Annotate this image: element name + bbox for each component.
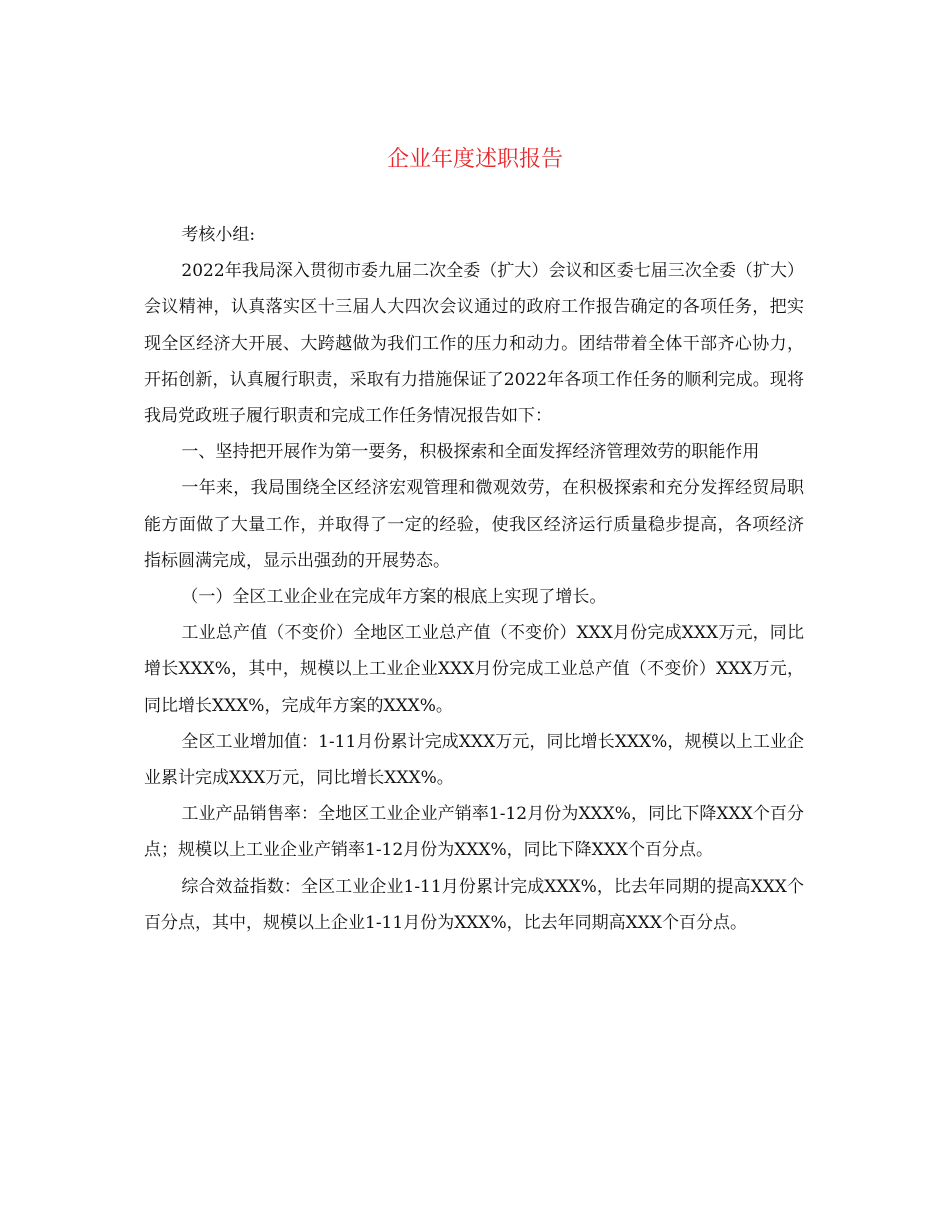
sales-rate-paragraph: 工业产品销售率：全地区工业企业产销率1-12月份为XXX%，同比下降XXX个百分点；规模以上工业企业产销率1-12月份为XXX%，同比下降XXX个百分点。 bbox=[144, 804, 804, 861]
salutation-paragraph: 考核小组: bbox=[181, 225, 256, 245]
efficiency-index-paragraph: 综合效益指数：全区工业企业1-11月份累计完成XXX%，比去年同期的提高XXX个百分点，其中，规模以上企业1-11月份为XXX%，比去年同期高XXX个百分点。 bbox=[144, 876, 804, 933]
section-heading-1: 一、坚持把开展作为第一要务，积极探索和全面发挥经济管理效劳的职能作用 bbox=[181, 442, 760, 463]
document-body bbox=[144, 217, 804, 941]
added-value-paragraph: 全区工业增加值：1-11月份累计完成XXX万元，同比增长XXX%，规模以上工业企业累计完成XXX万元，同比增长XXX%。 bbox=[144, 731, 804, 789]
document-title: 企业年度述职报告 bbox=[386, 147, 563, 172]
output-value-paragraph: 工业总产值（不变价）全地区工业总产值（不变价）XXX月份完成XXX万元，同比增长XXX%，其中，规模以上工业企业XXX月份完成工业总产值（不变价）XXX万元，同比增长XXX%，完成年方案的XXX%。 bbox=[144, 623, 804, 716]
intro-paragraph: 2022年我局深入贯彻市委九届二次全委（扩大）会议和区委七届三次全委（扩大）会议精神，认真落实区十三届人大四次会议通过的政府工作报告确定的各项任务，把实现全区经济大开展、大跨越做为我们工作的压力和动力。团结带着全体干部齐心协力，开拓创新，认真履行职责，采取有力措施保证了2022年各项工作任务的顺利完成。现将我局党政班子履行职责和完成工作任务情况报告如下： bbox=[144, 261, 804, 427]
subsection-heading-1: （一）全区工业企业在完成年方案的根底上实现了增长。 bbox=[181, 587, 607, 608]
section-1-paragraph: 一年来，我局围绕全区经济宏观管理和微观效劳，在积极探索和充分发挥经贸局职能方面做了大量工作，并取得了一定的经验，使我区经济运行质量稳步提高，各项经济指标圆满完成，显示出强劲的开展势态。 bbox=[144, 478, 804, 571]
